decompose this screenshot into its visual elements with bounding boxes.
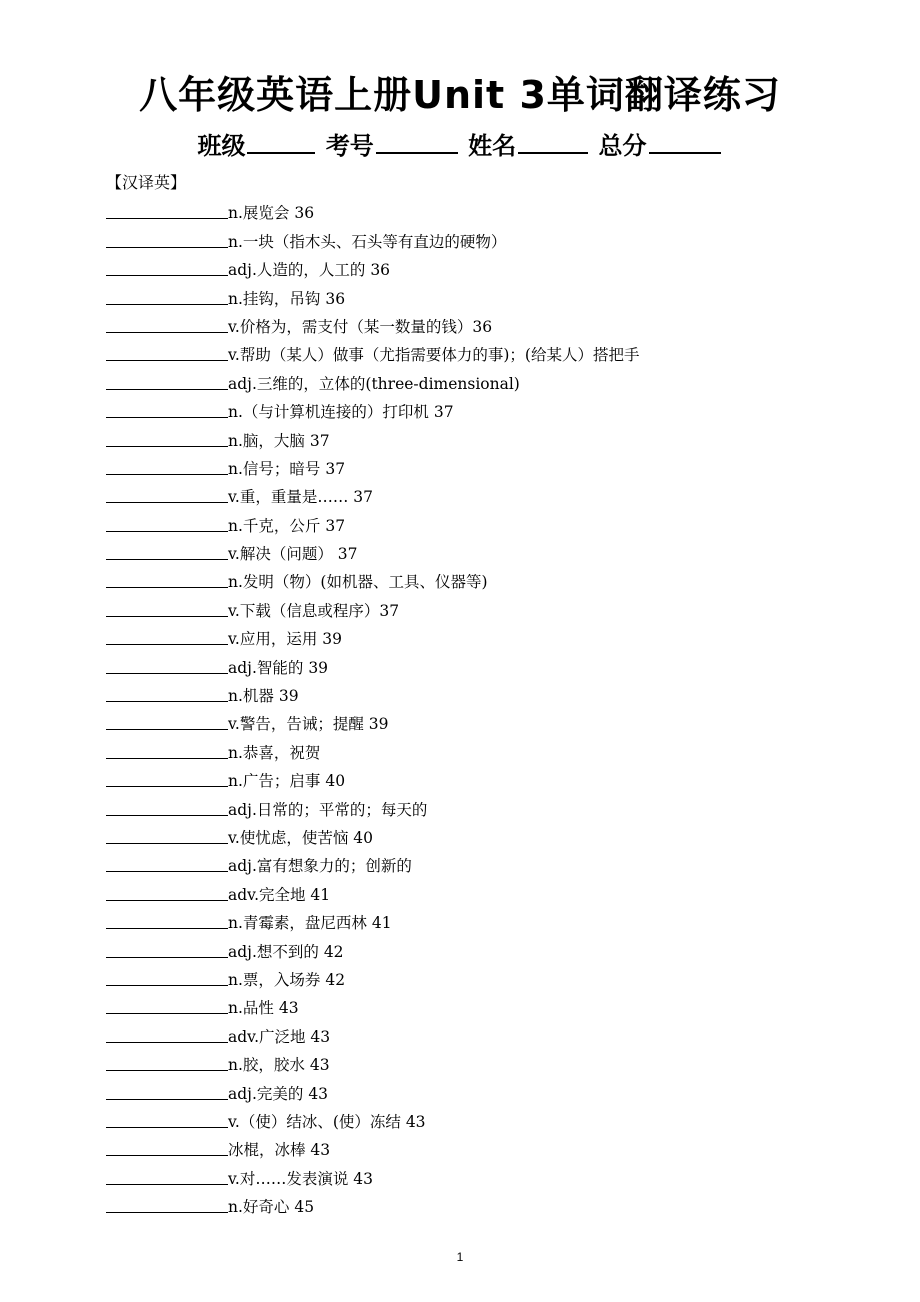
item-definition: v.下载（信息或程序）37 (228, 601, 400, 620)
item-definition: adj.完美的 43 (228, 1084, 329, 1103)
item-definition: adv.完全地 41 (228, 885, 331, 904)
vocabulary-item (106, 595, 866, 623)
vocabulary-item (106, 794, 866, 822)
item-definition: n.（与计算机连接的）打印机 37 (228, 403, 454, 422)
answer-blank[interactable] (106, 1069, 228, 1071)
item-definition: n.好奇心 45 (228, 1198, 315, 1217)
vocabulary-item (106, 1050, 866, 1078)
answer-blank[interactable] (106, 501, 228, 503)
vocabulary-item (106, 539, 866, 567)
item-definition: n.展览会 36 (228, 204, 315, 223)
item-definition: n.品性 43 (228, 999, 299, 1018)
vocabulary-item (106, 312, 866, 340)
item-definition: n.机器 39 (228, 687, 299, 706)
item-definition: v.（使）结冰、(使）冻结 43 (228, 1112, 426, 1131)
item-definition: n.票，入场券 42 (228, 970, 346, 989)
vocabulary-item (106, 340, 866, 368)
item-definition: adj.智能的 39 (228, 658, 329, 677)
vocabulary-item (106, 936, 866, 964)
exam-no-blank[interactable] (376, 126, 458, 154)
answer-blank[interactable] (106, 586, 228, 588)
item-definition: v.使忧虑，使苦恼 40 (228, 828, 373, 847)
name-blank[interactable] (518, 126, 588, 154)
vocabulary-item (106, 737, 866, 765)
vocabulary-item (106, 226, 866, 254)
score-label: 总分 (598, 132, 647, 160)
vocabulary-item (106, 368, 866, 396)
item-definition: n.恭喜，祝贺 (228, 743, 321, 762)
exam-no-label: 考号 (325, 132, 374, 160)
vocabulary-item (106, 681, 866, 709)
answer-blank[interactable] (106, 303, 228, 305)
class-blank[interactable] (247, 126, 315, 154)
answer-blank[interactable] (106, 416, 228, 418)
answer-blank[interactable] (106, 331, 228, 333)
vocabulary-item (106, 965, 866, 993)
item-definition: adj.日常的；平常的；每天的 (228, 800, 428, 819)
answer-blank[interactable] (106, 927, 228, 929)
vocabulary-item (106, 425, 866, 453)
page-number: 1 (456, 1250, 464, 1264)
vocabulary-item (106, 397, 866, 425)
vocabulary-item (106, 908, 866, 936)
answer-blank[interactable] (106, 672, 228, 674)
vocabulary-item (106, 1107, 866, 1135)
answer-blank[interactable] (106, 1041, 228, 1043)
answer-blank[interactable] (106, 359, 228, 361)
item-definition: v.价格为，需支付（某一数量的钱）36 (228, 317, 493, 336)
item-definition: 冰棍，冰棒 43 (228, 1141, 331, 1160)
score-blank[interactable] (649, 126, 721, 154)
vocabulary-item (106, 823, 866, 851)
item-definition: n.广告；启事 40 (228, 772, 346, 791)
item-definition: v.帮助（某人）做事（尤指需要体力的事)；(给某人）搭把手 (228, 346, 640, 365)
vocabulary-item (106, 993, 866, 1021)
vocabulary-item (106, 851, 866, 879)
answer-blank[interactable] (106, 388, 228, 390)
answer-blank[interactable] (106, 785, 228, 787)
vocabulary-item (106, 454, 866, 482)
vocabulary-item (106, 198, 866, 226)
answer-blank[interactable] (106, 217, 228, 219)
item-definition: n.发明（物）(如机器、工具、仪器等) (228, 573, 488, 592)
vocabulary-list (106, 198, 866, 1220)
answer-blank[interactable] (106, 1012, 228, 1014)
item-definition: adj.人造的，人工的 36 (228, 261, 391, 280)
vocabulary-item (106, 1021, 866, 1049)
answer-blank[interactable] (106, 814, 228, 816)
answer-blank[interactable] (106, 246, 228, 248)
item-definition: n.信号；暗号 37 (228, 459, 346, 478)
answer-blank[interactable] (106, 984, 228, 986)
name-label: 姓名 (468, 132, 517, 160)
item-definition: n.青霉素，盘尼西林 41 (228, 914, 392, 933)
answer-blank[interactable] (106, 1098, 228, 1100)
answer-blank[interactable] (106, 445, 228, 447)
item-definition: adj.三维的，立体的(three-dimensional) (228, 374, 520, 393)
item-definition: n.挂钩，吊钩 36 (228, 289, 346, 308)
vocabulary-item (106, 255, 866, 283)
student-info-line (0, 126, 920, 163)
section-heading: 【汉译英】 (106, 173, 187, 192)
vocabulary-item (106, 1135, 866, 1163)
vocabulary-item (106, 766, 866, 794)
answer-blank[interactable] (106, 842, 228, 844)
vocabulary-item (106, 652, 866, 680)
vocabulary-item (106, 482, 866, 510)
answer-blank[interactable] (106, 615, 228, 617)
vocabulary-item (106, 283, 866, 311)
vocabulary-item (106, 1078, 866, 1106)
answer-blank[interactable] (106, 558, 228, 560)
answer-blank[interactable] (106, 728, 228, 730)
answer-blank[interactable] (106, 530, 228, 532)
item-definition: v.警告，告诫；提醒 39 (228, 715, 389, 734)
answer-blank[interactable] (106, 757, 228, 759)
item-definition: adv.广泛地 43 (228, 1027, 331, 1046)
vocabulary-item (106, 1192, 866, 1220)
answer-blank[interactable] (106, 274, 228, 276)
vocabulary-item (106, 624, 866, 652)
item-definition: v.解决（问题） 37 (228, 545, 358, 564)
class-label: 班级 (197, 132, 246, 160)
item-definition: adj.想不到的 42 (228, 942, 344, 961)
vocabulary-item (106, 709, 866, 737)
item-definition: v.应用，运用 39 (228, 630, 342, 649)
item-definition: n.千克，公斤 37 (228, 516, 346, 535)
vocabulary-item (106, 510, 866, 538)
vocabulary-item (106, 879, 866, 907)
item-definition: v.对……发表演说 43 (228, 1169, 373, 1188)
answer-blank[interactable] (106, 1126, 228, 1128)
answer-blank[interactable] (106, 643, 228, 645)
answer-blank[interactable] (106, 473, 228, 475)
item-definition: n.脑，大脑 37 (228, 431, 330, 450)
answer-blank[interactable] (106, 899, 228, 901)
answer-blank[interactable] (106, 1183, 228, 1185)
answer-blank[interactable] (106, 1211, 228, 1213)
item-definition: v.重，重量是…… 37 (228, 488, 373, 507)
vocabulary-item (106, 1163, 866, 1191)
answer-blank[interactable] (106, 700, 228, 702)
item-definition: adj.富有想象力的；创新的 (228, 857, 412, 876)
answer-blank[interactable] (106, 1154, 228, 1156)
answer-blank[interactable] (106, 956, 228, 958)
item-definition: n.胶，胶水 43 (228, 1056, 330, 1075)
page-title: 八年级英语上册Unit 3单词翻译练习 (139, 73, 781, 117)
answer-blank[interactable] (106, 870, 228, 872)
vocabulary-item (106, 567, 866, 595)
item-definition: n.一块（指木头、石头等有直边的硬物） (228, 232, 507, 251)
